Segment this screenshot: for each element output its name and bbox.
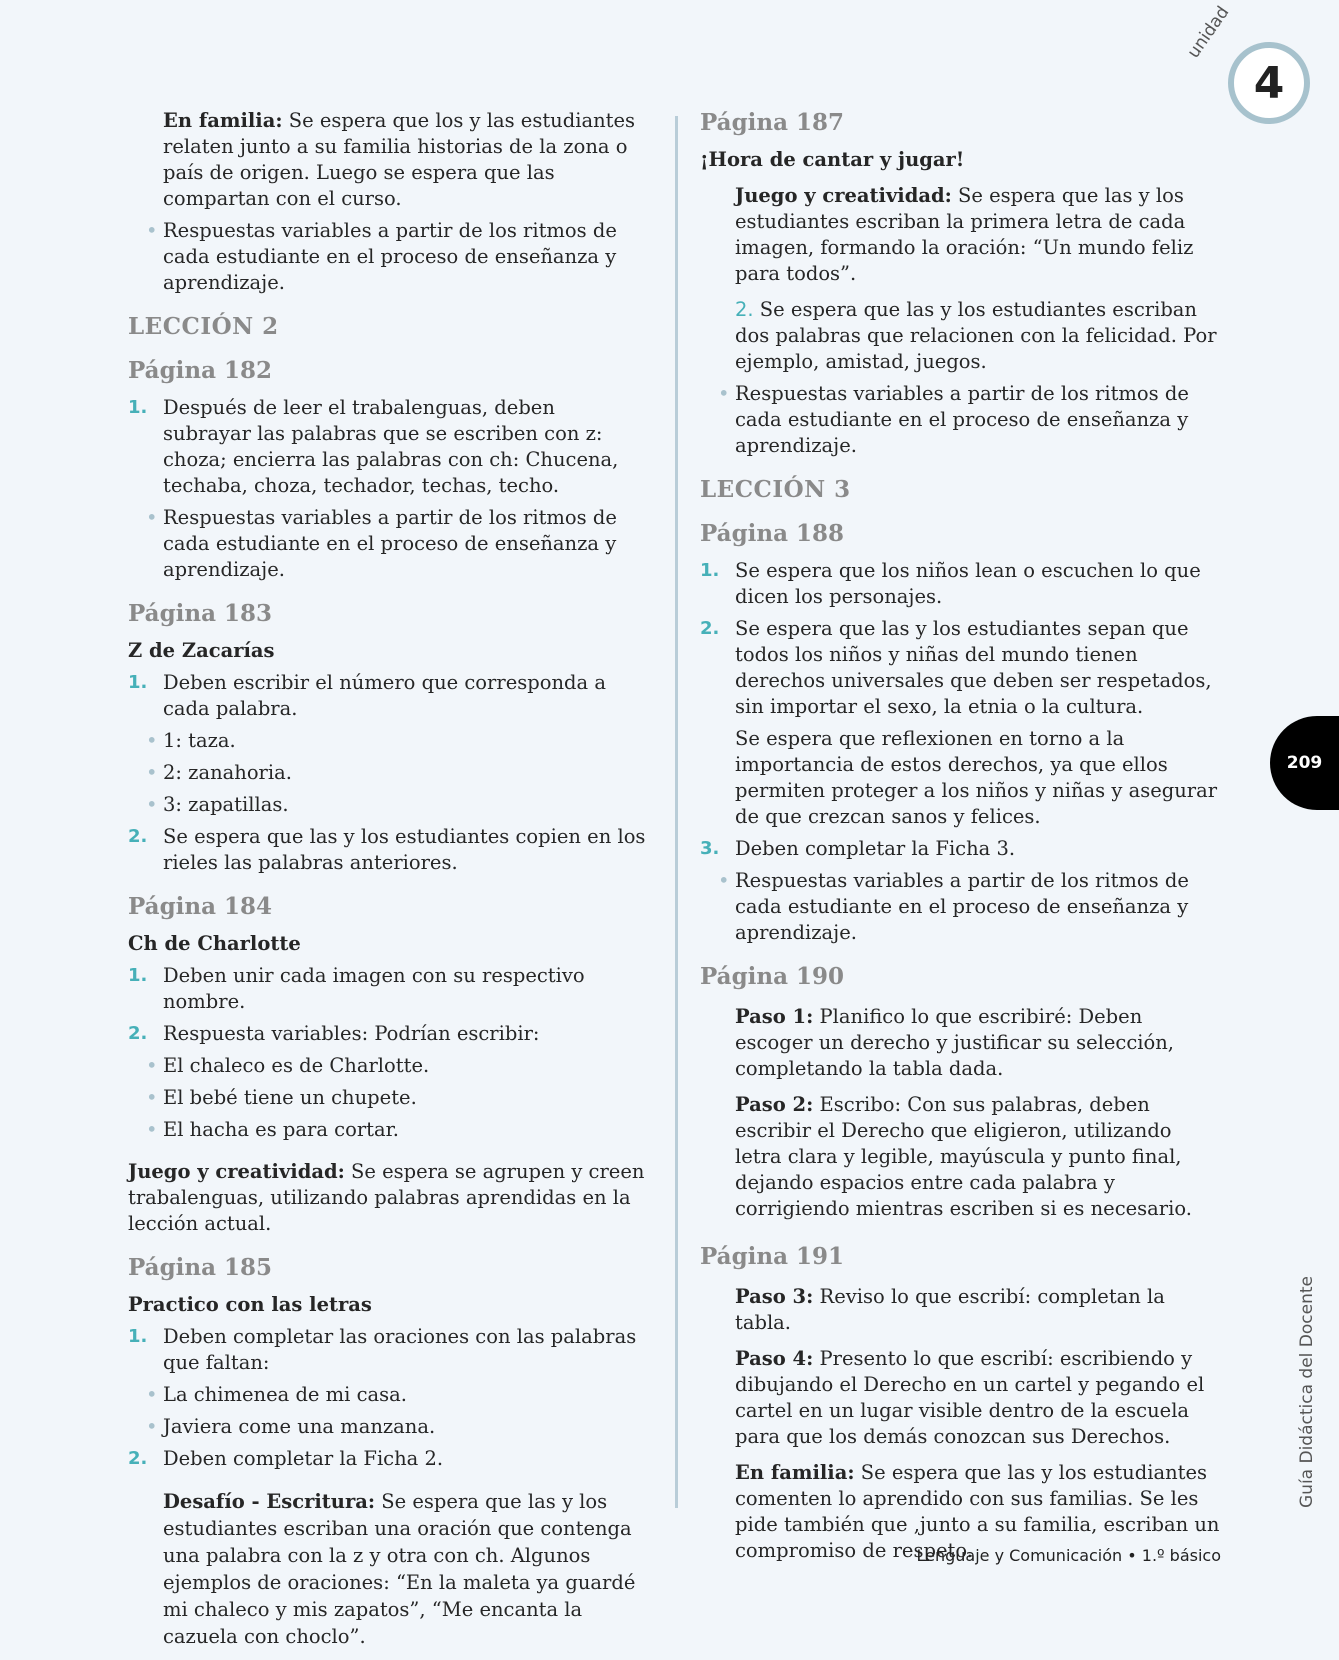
section-subtitle: ¡Hora de cantar y jugar! [700,148,965,171]
bullet-item: • Respuestas variables a partir de los ritmos de cada estudiante en el proceso de enseñanza y aprendizaje. [700,868,1222,946]
desafio-escritura-paragraph: Desafío - Escritura: Se espera que las y los estudiantes escriban una oración que contenga una palabra con la z y otra con ch. Algunos ejemplos de oraciones: “En la maleta ya guardé mi chaleco y mis zapatos”, “Me encanta la cazuela con choclo”. [163,1490,636,1648]
page-number-tab: 209 [1270,716,1339,810]
page-heading: Página 183 [128,600,273,627]
section-subtitle: Ch de Charlotte [128,932,301,955]
lesson-heading: LECCIÓN 2 [128,313,279,340]
page-heading: Página 190 [700,963,845,990]
lesson-heading: LECCIÓN 3 [700,476,851,503]
numbered-paragraph: 2. Se espera que las y los estudiantes escriban dos palabras que relacionen con la felicidad. Por ejemplo, amistad, juegos. [735,298,1217,373]
page-heading: Página 187 [700,109,845,136]
page-footer: Lenguaje y Comunicación • 1.º básico [916,1546,1221,1565]
bullet-item: • 1: taza. [128,728,648,754]
page-heading: Página 188 [700,520,845,547]
bullet-item: • El hacha es para cortar. [128,1117,648,1143]
juego-creatividad-paragraph: Juego y creatividad: Se espera se agrupen y creen trabalenguas, utilizando palabras aprendidas en la lección actual. [128,1160,645,1235]
right-column [700,108,1222,1574]
numbered-item: 2. Respuesta variables: Podrían escribir: [128,1022,540,1045]
paso-paragraph: Paso 1: Planifico lo que escribiré: Deben escoger un derecho y justificar su selección, completando la tabla dada. [735,1005,1175,1080]
paso-paragraph: Paso 3: Reviso lo que escribí: completan la tabla. [735,1285,1165,1334]
paso-paragraph: Paso 4: Presento lo que escribí: escribiendo y dibujando el Derecho en un cartel y pegando el cartel en un lugar visible dentro de la escuela para que los demás conozcan sus Derechos. [735,1347,1205,1448]
page-heading: Página 184 [128,893,273,920]
bullet-item: • Respuestas variables a partir de los ritmos de cada estudiante en el proceso de enseñanza y aprendizaje. [128,505,648,583]
numbered-item: 2. Deben completar la Ficha 2. [128,1447,444,1470]
numbered-item: 1. Después de leer el trabalenguas, deben subrayar las palabras que se escriben con z: choza; encierra las palabras con ch: Chucena, techaba, choza, techador, techas, techo. [128,396,619,497]
numbered-item: 1. Deben unir cada imagen con su respectivo nombre. [128,964,585,1013]
paso-paragraph: Paso 2: Escribo: Con sus palabras, deben escribir el Derecho que eligieron, utilizando letra clara y legible, mayúscula y punto final, dejando espacios entre cada palabra y corrigiendo mientras escriben si es necesario. [735,1093,1192,1220]
juego-creatividad-paragraph: Juego y creatividad: Se espera que las y los estudiantes escriban la primera letra de cada imagen, formando la oración: “Un mundo feliz para todos”. [735,184,1194,285]
numbered-item: 2. Se espera que las y los estudiantes copien en los rieles las palabras anteriores. [128,825,646,874]
en-familia-paragraph: En familia: Se espera que las y los estudiantes comenten lo aprendido con sus familias. Se les pide también que ,junto a su familia, escriban un compromiso de respeto. [735,1461,1220,1562]
numbered-item: 3. Deben completar la Ficha 3. [700,837,1016,860]
page-heading: Página 191 [700,1243,845,1270]
numbered-item: 2. Se espera que las y los estudiantes sepan que todos los niños y niñas del mundo tienen derechos universales que deben ser respetados, sin importar el sexo, la etnia o la cultura. [700,617,1212,718]
bullet-item: • 3: zapatillas. [128,792,648,818]
bullet-item: • Respuestas variables a partir de los ritmos de cada estudiante en el proceso de enseñanza y aprendizaje. [700,381,1222,459]
numbered-item: 1. Se espera que los niños lean o escuchen lo que dicen los personajes. [700,559,1201,608]
column-divider [675,116,678,1508]
guide-side-title: Guía Didáctica del Docente [1297,1276,1317,1508]
unit-label: unidad [1183,2,1234,63]
bullet-item: • La chimenea de mi casa. [128,1382,648,1408]
section-subtitle: Z de Zacarías [128,639,275,662]
numbered-item: 1. Deben escribir el número que corresponda a cada palabra. [128,671,606,720]
reflection-paragraph: Se espera que reflexionen en torno a la importancia de estos derechos, ya que ellos permiten proteger a los niños y niñas y asegurar de que crezcan sanos y felices. [735,727,1218,828]
bullet-item: • El bebé tiene un chupete. [128,1085,648,1111]
bullet-item: • 2: zanahoria. [128,760,648,786]
unit-number-badge: 4 [1228,42,1310,124]
page-heading: Página 182 [128,357,273,384]
left-column [128,108,648,1660]
page-heading: Página 185 [128,1254,273,1281]
bullet-item: • Javiera come una manzana. [128,1414,648,1440]
bullet-item: • El chaleco es de Charlotte. [128,1053,648,1079]
numbered-item: 1. Deben completar las oraciones con las palabras que faltan: [128,1325,637,1374]
en-familia-paragraph: En familia: Se espera que los y las estudiantes relaten junto a su familia historias de la zona o país de origen. Luego se espera que las compartan con el curso. [163,109,636,210]
section-subtitle: Practico con las letras [128,1293,372,1316]
bullet-item: • Respuestas variables a partir de los ritmos de cada estudiante en el proceso de enseñanza y aprendizaje. [128,218,648,296]
